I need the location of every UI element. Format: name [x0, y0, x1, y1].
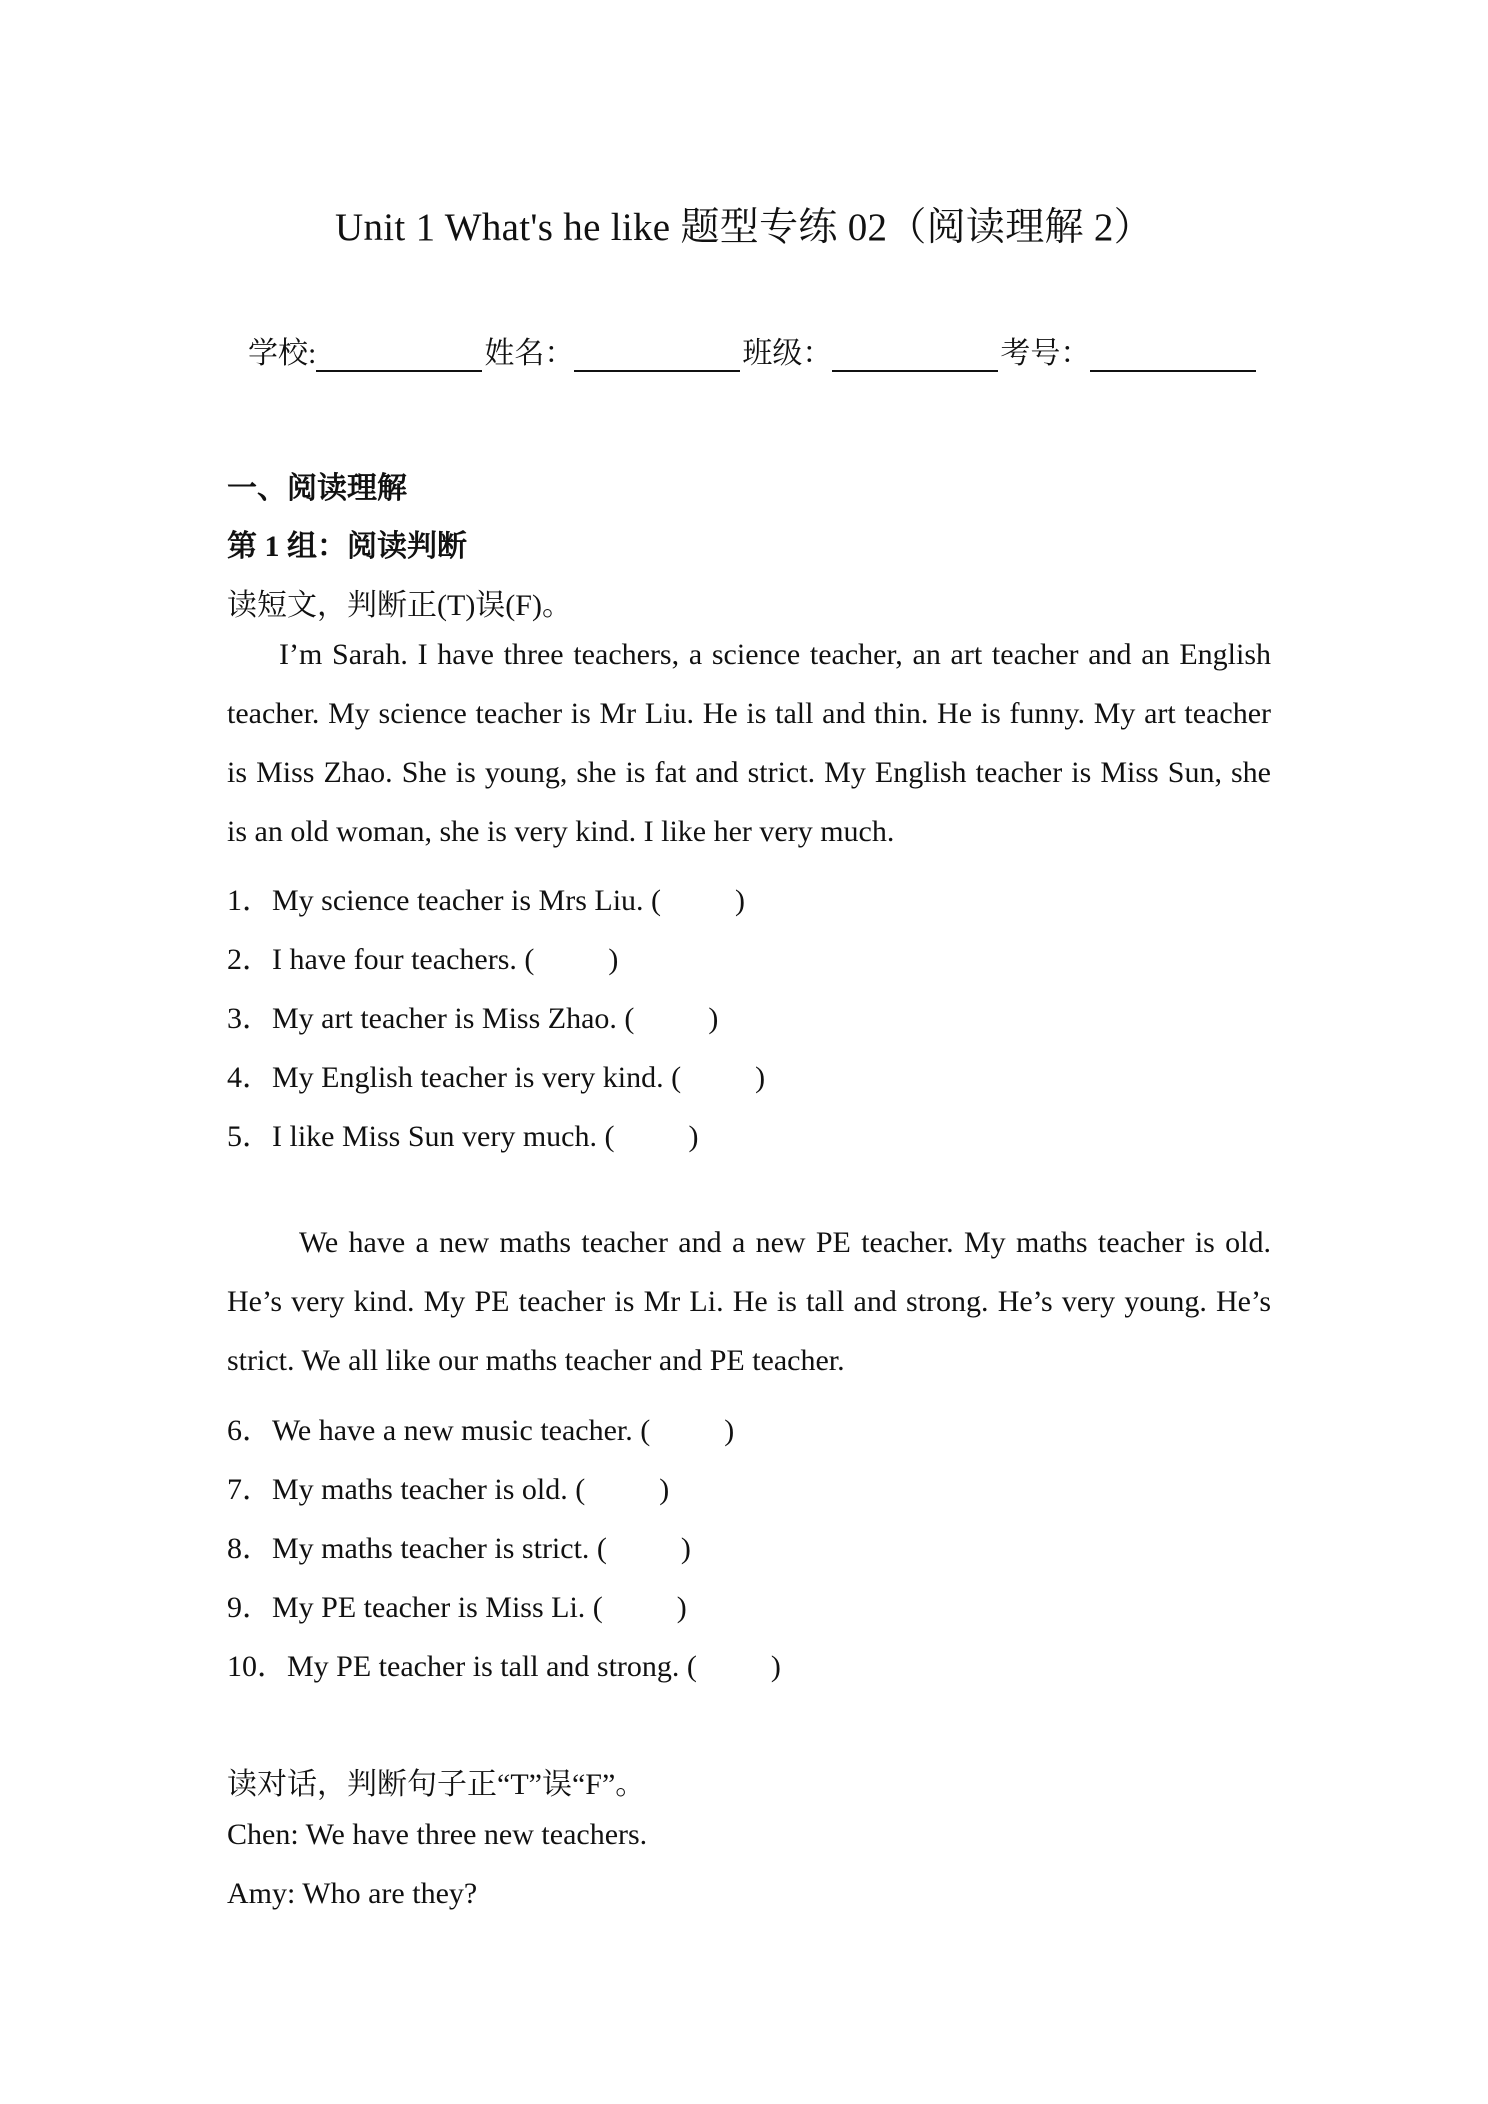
page-title: Unit 1 What's he like 题型专练 02（阅读理解 2）	[335, 206, 1153, 249]
question-text: My maths teacher is strict. (	[272, 1532, 607, 1565]
group-heading: 第 1 组：阅读判断	[227, 530, 467, 563]
question-1	[227, 875, 745, 919]
question-9	[227, 1582, 687, 1626]
close-paren: )	[708, 1002, 719, 1035]
question-5	[227, 1111, 698, 1155]
question-text: My maths teacher is old. (	[272, 1473, 586, 1506]
name-blank	[574, 338, 740, 372]
question-text: I have four teachers. (	[272, 943, 535, 976]
close-paren: )	[755, 1061, 766, 1094]
school-label: 学校:	[248, 337, 317, 370]
question-text: My science teacher is Mrs Liu. (	[272, 884, 662, 917]
close-paren: )	[724, 1414, 735, 1447]
question-text: My PE teacher is Miss Li. (	[272, 1591, 603, 1624]
dialogue-line-2: Amy: Who are they?	[227, 1877, 478, 1910]
question-number: 8．	[227, 1532, 272, 1565]
question-number: 7．	[227, 1473, 272, 1506]
dialogue-line-1: Chen: We have three new teachers.	[227, 1818, 648, 1851]
instruction-dialogue: 读对话，判断句子正“T”误“F”。	[227, 1768, 646, 1801]
question-8	[227, 1523, 691, 1567]
reading-passage-2: We have a new maths teacher and a new PE teacher. My maths teacher is old. He’s very kind. My PE teacher is Mr Li. He is tall and strong. He’s very young. He’s strict. We all like our maths teacher and PE teacher.	[227, 1226, 1271, 1377]
question-10	[227, 1641, 781, 1685]
name-label: 姓名：	[484, 337, 575, 370]
question-text: I like Miss Sun very much. (	[272, 1120, 615, 1153]
class-blank	[832, 338, 998, 372]
question-text: My PE teacher is tall and strong. (	[287, 1650, 697, 1683]
question-2	[227, 934, 618, 978]
close-paren: )	[688, 1120, 699, 1153]
question-number: 4．	[227, 1061, 272, 1094]
student-info-row	[248, 328, 1258, 372]
question-4	[227, 1052, 765, 1096]
question-3	[227, 993, 718, 1037]
section-heading: 一、阅读理解	[227, 472, 407, 505]
reading-passage-1: I’m Sarah. I have three teachers, a science teacher, an art teacher and an English teacher. My science teacher is Mr Liu. He is tall and thin. He is funny. My art teacher is Miss Zhao. She is young, she is fat and strict. My English teacher is Miss Sun, she is an old woman, she is very kind. I like her very much.	[227, 638, 1271, 848]
question-number: 1．	[227, 884, 272, 917]
close-paren: )	[676, 1591, 687, 1624]
question-number: 5．	[227, 1120, 272, 1153]
number-blank	[1090, 338, 1256, 372]
question-text: My art teacher is Miss Zhao. (	[272, 1002, 635, 1035]
close-paren: )	[770, 1650, 781, 1683]
number-label: 考号：	[1000, 337, 1091, 370]
close-paren: )	[608, 943, 619, 976]
question-number: 6．	[227, 1414, 272, 1447]
school-blank	[316, 338, 482, 372]
question-text: My English teacher is very kind. (	[272, 1061, 682, 1094]
question-number: 3．	[227, 1002, 272, 1035]
close-paren: )	[680, 1532, 691, 1565]
close-paren: )	[735, 884, 746, 917]
question-number: 10．	[227, 1650, 287, 1683]
close-paren: )	[659, 1473, 670, 1506]
question-7	[227, 1464, 669, 1508]
question-6	[227, 1405, 734, 1449]
question-text: We have a new music teacher. (	[272, 1414, 651, 1447]
question-number: 9．	[227, 1591, 272, 1624]
question-number: 2．	[227, 943, 272, 976]
instruction-passage: 读短文，判断正(T)误(F)。	[227, 589, 572, 622]
class-label: 班级：	[742, 337, 833, 370]
